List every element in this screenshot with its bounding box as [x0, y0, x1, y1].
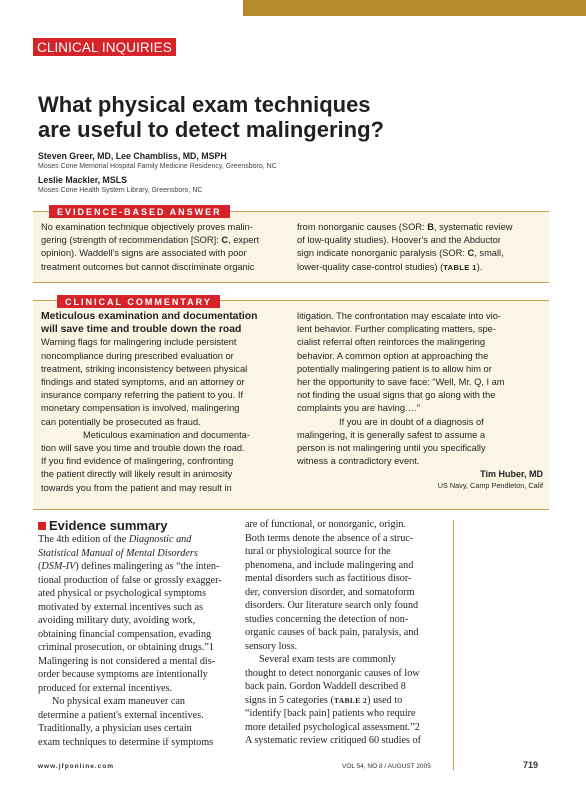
text-line: tional production of false or grossly exagger- — [38, 574, 222, 586]
text-line: potentially malingering patient is to allow him or — [297, 363, 492, 374]
author-affiliation: Moses Cone Memorial Hospital Family Medicine Residency, Greensboro, NC — [38, 163, 277, 170]
page-number: 719 — [523, 760, 539, 770]
text-line: tion will save you time and trouble down the road. — [41, 443, 245, 454]
text-line: signs in 5 categories (TABLE 2) used to — [245, 694, 403, 706]
text-line: motivated by external incentives such as — [38, 601, 203, 613]
text-line: Meticulous examination and documenta- — [83, 429, 250, 440]
commentary-signature — [297, 469, 543, 490]
text-line: “identify [back pain] patients who require — [245, 708, 416, 719]
column-rule — [453, 520, 454, 770]
text-line: litigation. The confrontation may escalate into vio- — [297, 311, 501, 321]
text-line: (DSM-IV) defines malingering as “the inten- — [38, 561, 220, 572]
text-line: opinion). Waddell's signs are associated with poor — [41, 248, 247, 259]
text-line: treatment outcomes but cannot discriminate organic — [41, 261, 255, 272]
top-color-bar — [243, 0, 586, 16]
text-line: Several exam tests are commonly — [259, 654, 396, 665]
text-line: criminal prosecution, or obtaining drugs.”1 — [38, 642, 214, 653]
signer-affiliation: US Navy, Camp Pendleton, Calif — [437, 481, 543, 490]
signer-name: Tim Huber, MD — [480, 469, 543, 479]
text-line: noncompliance during prescribed evaluation or — [41, 350, 234, 361]
text-line: person is not malingering until you specifically — [297, 443, 486, 454]
text-line: If you are in doubt of a diagnosis of — [339, 416, 484, 427]
text-line: sign indicate nonorganic paralysis (SOR: C, small, — [297, 248, 504, 259]
evidence-label: EVIDENCE-BASED ANSWER — [49, 205, 230, 218]
text-line: mental disorders such as factitious disor- — [245, 573, 412, 584]
text-line: obtaining financial compensation, evading — [38, 628, 212, 640]
text-line: A systematic review critiqued 60 studies of — [245, 735, 421, 746]
text-line: determine a patient's external incentives. — [38, 709, 204, 721]
summary-heading: Evidence summary — [49, 518, 168, 533]
text-line: organic causes of back pain, paralysis, and — [245, 627, 419, 638]
footer-url[interactable]: www.jfponline.com — [38, 763, 114, 770]
text-line: lent behavior. Further complicating matters, spe- — [297, 324, 496, 335]
text-line: Malingering is not considered a mental dis- — [38, 655, 216, 667]
text-line: the patient directly will likely result in animosity — [41, 469, 233, 480]
text-line: not finding the usual signs that go along with the — [297, 390, 496, 401]
title-line-1: What physical exam techniques — [38, 92, 371, 117]
commentary-heading: Meticulous examination and documentation — [41, 311, 258, 322]
evidence-right-column — [297, 221, 547, 274]
title-line-2: are useful to detect malingering? — [38, 117, 384, 142]
text-line: monetary compensation is involved, malingering — [41, 403, 240, 414]
text-line: sensory loss. — [245, 640, 298, 652]
summary-left-column — [38, 533, 232, 749]
evidence-left-column — [41, 221, 287, 274]
text-line: produced for external incentives. — [38, 682, 173, 694]
text-line: avoiding military duty, avoiding work, — [38, 615, 196, 626]
table-ref: TABLE 1 — [443, 262, 477, 272]
text-line: her the opportunity to save face: “Well, Mr. Q, I am — [297, 377, 505, 388]
text-line: studies concerning the detection of non- — [245, 613, 409, 625]
text-line: Warning flags for malingering include persistent — [41, 337, 237, 348]
text-line: can potentially be prosecuted as fraud. — [41, 416, 201, 427]
text-line: No physical exam maneuver can — [52, 696, 185, 707]
text-line: No examination technique objectively proves malin- — [41, 222, 253, 232]
commentary-heading: will save time and trouble down the road — [41, 324, 242, 336]
commentary-left-column — [41, 310, 291, 495]
text-line: complaints you are having.…” — [297, 403, 420, 414]
text-line: witness a contradictory event. — [297, 456, 420, 467]
text-line: ated physical or psychological symptoms — [38, 588, 207, 599]
table-ref: TABLE 2 — [333, 695, 368, 705]
text-line: behavior. A common option at approaching the — [297, 350, 489, 361]
commentary-right-column — [297, 310, 549, 468]
text-line: Statistical Manual of Mental Disorders — [38, 547, 198, 559]
text-line: insurance company referring the patient to you. If — [41, 390, 244, 401]
text-line: towards you from the patient and may result in — [41, 482, 232, 493]
author-name: Steven Greer, MD, Lee Chambliss, MD, MSPH — [38, 151, 227, 161]
text-line: findings and stated symptoms, and an attorney or — [41, 377, 245, 388]
text-line: der, conversion disorder, and somatoform — [245, 586, 415, 598]
text-line: lower-quality case-control studies) (TABLE 1). — [297, 261, 483, 272]
commentary-label: CLINICAL COMMENTARY — [57, 295, 220, 308]
text-line: malingering, it is generally safest to assume a — [297, 429, 486, 440]
author-name: Leslie Mackler, MSLS — [38, 175, 127, 185]
text-line: tural or physiological source for the — [245, 546, 391, 557]
text-line: The 4th edition of the Diagnostic and — [38, 534, 192, 545]
text-line: back pain. Gordon Waddell described 8 — [245, 681, 406, 692]
summary-right-column — [245, 518, 443, 748]
section-tag: CLINICAL INQUIRIES — [33, 38, 176, 56]
text-line: Traditionally, a physician uses certain — [38, 723, 192, 734]
text-line: gering (strength of recommendation [SOR]: C, expert — [41, 235, 260, 246]
text-line: more detailed psychological assessment.”2 — [245, 721, 420, 733]
text-line: from nonorganic causes (SOR: B, systematic review — [297, 222, 513, 232]
text-line: phenomena, and include malingering and — [245, 559, 414, 571]
text-line: cialist referral often reinforces the malingering — [297, 337, 486, 348]
author-block — [38, 151, 538, 195]
text-line: thought to detect nonorganic causes of low — [245, 667, 420, 679]
text-line: disorders. Our literature search only found — [245, 600, 419, 611]
text-line: are of functional, or nonorganic, origin. — [245, 519, 407, 530]
footer-issue: VOL 54, NO 8 / AUGUST 2005 — [342, 763, 431, 770]
article-title — [38, 92, 558, 142]
text-line: Both terms denote the absence of a struc- — [245, 532, 414, 544]
square-bullet-icon — [38, 522, 46, 530]
text-line: If you find evidence of malingering, confronting — [41, 456, 234, 467]
author-affiliation: Moses Cone Health System Library, Greensboro, NC — [38, 187, 203, 194]
text-line: exam techniques to determine if symptoms — [38, 736, 214, 748]
text-line: treatment, striking inconsistency between physical — [41, 363, 248, 374]
text-line: order because symptoms are intentionally — [38, 669, 208, 680]
text-line: of low-quality studies). Hoover's and the Abductor — [297, 235, 501, 246]
